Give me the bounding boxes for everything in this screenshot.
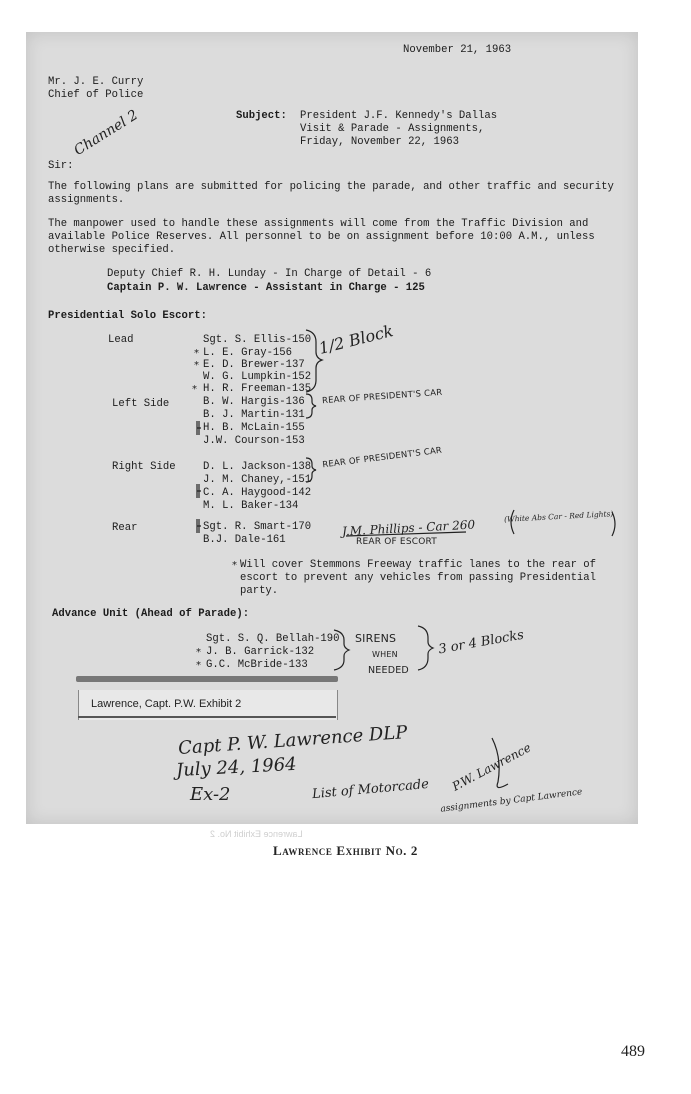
exhibit-label-text: Lawrence, Capt. P.W. Exhibit 2 <box>91 698 242 710</box>
svg-text:*: * <box>196 647 201 658</box>
officer-entry: B.J. Dale-161 <box>203 534 286 546</box>
subject-line: President J.F. Kennedy's Dallas <box>300 110 498 122</box>
command-line: Captain P. W. Lawrence - Assistant in Charge - 125 <box>107 282 425 294</box>
officer-entry: J. B. Garrick-132 <box>206 646 315 658</box>
handwritten-signature: Capt P. W. Lawrence DLP <box>177 722 409 759</box>
paragraph-line: available Police Reserves. All personnel to be on assignment before 10:00 A.M., unless <box>48 231 595 243</box>
page-number: 489 <box>621 1043 645 1060</box>
subject-label: Subject: <box>236 110 287 122</box>
handwritten-exhibit-number: Ex-2 <box>190 784 231 805</box>
handwritten-needed: NEEDED <box>368 665 409 676</box>
svg-text:*: * <box>196 660 201 671</box>
paragraph-line: assignments. <box>48 194 125 206</box>
handwritten-phillips: J.M. Phillips - Car 260 <box>341 517 476 539</box>
recipient-title: Chief of Police <box>48 89 144 101</box>
salutation: Sir: <box>48 160 74 172</box>
handwritten-blocks: 3 or 4 Blocks <box>437 627 526 658</box>
officer-entry: B. J. Martin-131 <box>203 409 305 421</box>
handwritten-phillips-note: (White Abs Car - Red Lights) <box>503 509 614 524</box>
left-side-label: Left Side <box>112 398 170 410</box>
svg-text:*: * <box>194 348 199 359</box>
paragraph-line: The following plans are submitted for policing the parade, and other traffic and security <box>48 181 614 193</box>
handwritten-list-of-motorcade: List of Motorcade <box>311 776 430 803</box>
officer-entry: H. R. Freeman-135 <box>203 383 312 395</box>
paragraph-line: The manpower used to handle these assignments will come from the Traffic Division and <box>48 218 589 230</box>
handwritten-half-block: 1/2 Block <box>316 321 396 358</box>
recipient-name: Mr. J. E. Curry <box>48 76 144 88</box>
advance-heading: Advance Unit (Ahead of Parade): <box>52 608 250 620</box>
handwritten-when: WHEN <box>372 650 398 659</box>
subject-line: Friday, November 22, 1963 <box>300 136 459 148</box>
officer-entry: H. B. McLain-155 <box>203 422 305 434</box>
officer-entry: J. M. Chaney,-151 <box>203 474 312 486</box>
officer-entry: W. G. Lumpkin-152 <box>203 371 312 383</box>
handwritten-rear-of-car: REAR OF PRESIDENT'S CAR <box>321 387 443 407</box>
handwritten-rear-escort: REAR OF ESCORT <box>356 537 437 547</box>
subject-line: Visit & Parade - Assignments, <box>300 123 485 135</box>
svg-text:*: * <box>232 560 237 571</box>
officer-entry: Sgt. R. Smart-170 <box>203 521 312 533</box>
svg-text:*: * <box>194 360 199 371</box>
exhibit-caption: Lawrence Exhibit No. 2 <box>273 843 418 858</box>
officer-entry: J.W. Courson-153 <box>203 435 305 447</box>
note-line: escort to prevent any vehicles from passing Presidential <box>240 572 597 584</box>
rear-label: Rear <box>112 522 138 534</box>
officer-entry: Sgt. S. Ellis-150 <box>203 334 312 346</box>
officer-entry: G.C. McBride-133 <box>206 659 308 671</box>
paragraph-line: otherwise specified. <box>48 244 176 256</box>
officer-entry: Sgt. S. Q. Bellah-190 <box>206 633 340 645</box>
command-line: Deputy Chief R. H. Lunday - In Charge of Detail - 6 <box>107 268 432 280</box>
bleed-through-text: Lawrence Exhibit No. 2 <box>210 829 303 839</box>
escort-heading: Presidential Solo Escort: <box>48 310 207 322</box>
officer-entry: L. E. Gray-156 <box>203 347 293 359</box>
handwritten-channel: Channel 2 <box>71 107 141 159</box>
lead-label: Lead <box>108 334 134 346</box>
handwritten-assignments: assignments by Capt Lawrence <box>439 787 583 815</box>
officer-entry: D. L. Jackson-138 <box>203 461 312 473</box>
officer-entry: B. W. Hargis-136 <box>203 396 305 408</box>
officer-entry: M. L. Baker-134 <box>203 500 299 512</box>
svg-text:*: * <box>192 384 197 395</box>
handwritten-rear-of-car: REAR OF PRESIDENT'S CAR <box>321 445 443 471</box>
note-line: Will cover Stemmons Freeway traffic lanes to the rear of <box>240 559 597 571</box>
handwritten-sirens: SIRENS <box>355 632 397 645</box>
right-side-label: Right Side <box>112 461 176 473</box>
officer-entry: C. A. Haygood-142 <box>203 487 312 499</box>
note-line: party. <box>240 585 279 597</box>
handwritten-initials: P.W. Lawrence <box>449 740 534 794</box>
officer-entry: E. D. Brewer-137 <box>203 359 305 371</box>
memo-date: November 21, 1963 <box>403 44 512 56</box>
handwritten-date: July 24, 1964 <box>175 753 298 782</box>
